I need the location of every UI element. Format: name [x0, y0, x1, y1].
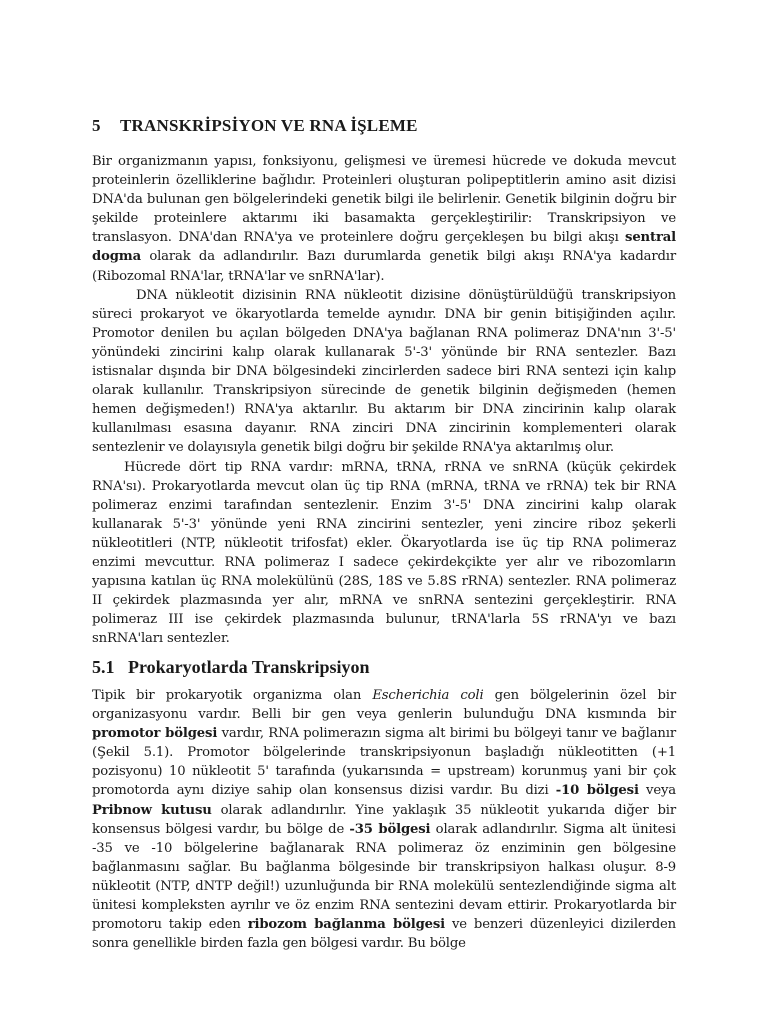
- section-title: Prokaryotlarda Transkripsiyon: [128, 657, 370, 677]
- section-heading: [92, 657, 370, 678]
- section-text: [92, 686, 676, 953]
- text-run: Bir organizmanın yapısı, fonksiyonu, gelişmesi ve üremesi hücrede ve dokuda mevcut proteinlerin özelliklerine bağlıdır. Proteinleri oluşturan polipeptitlerin amino asit dizisi DNA'da bulunan gen bölgelerindeki genetik bilgi ile belirlenir. Genetik bilginin doğru bir şekilde proteinlere aktarımı iki basamakta gerçekleştirilir: Transkripsiyon ve translasyon. DNA'dan RNA'ya ve proteinlere doğru gerçekleşen bu bilgi akışı: [92, 154, 676, 246]
- paragraph: [92, 152, 676, 286]
- text-run: gen bölgelerinin özel bir organizasyonu vardır. Belli bir gen veya genlerin bulunduğu DNA kısmında bir: [92, 688, 676, 723]
- bold-term: sentral dogma: [92, 230, 676, 265]
- chapter-title: TRANSKRİPSİYON VE RNA İŞLEME: [120, 116, 418, 135]
- intro-text: [92, 152, 676, 648]
- text-run: vardır, RNA polimerazın sigma alt birimi bu bölgeyi tanır ve bağlanır (Şekil 5.1). Promotor bölgelerinde transkripsiyonun başladığı nükleotitten (+1 pozisyonu) 10 nükleotit 5' tarafında (yukarısında = upstream) korunmuş yani bir çok promotorda aynı diziye sahip olan konsensus dizisi vardır. Bu dizi: [92, 726, 676, 799]
- bold-term: -10 bölgesi: [555, 783, 639, 799]
- text-run: olarak adlandırılır. Yine yaklaşık 35 nükleotit yukarıda diğer bir konsensus bölgesi vardır, bu bölge de: [92, 802, 677, 837]
- text-run: ve benzeri düzenleyici dizilerden sonra genellikle birden fazla gen bölgesi vardır. Bu bölge: [92, 917, 676, 952]
- text-run: olarak da adlandırılır. Bazı durumlarda genetik bilgi akışı RNA'ya kadardır (Ribozomal RNA'lar, tRNA'lar ve snRNA'lar).: [92, 249, 676, 284]
- chapter-heading: [92, 116, 418, 136]
- chapter-number: 5: [92, 116, 101, 135]
- bold-term: promotor bölgesi: [92, 726, 218, 742]
- text-run: Hücrede dört tip RNA vardır: mRNA, tRNA, rRNA ve snRNA (küçük çekirdek RNA'sı). Prokaryotlarda mevcut olan üç tip RNA (mRNA, tRNA ve rRNA) tek bir RNA polimeraz enzimi tarafından sentezlenir. Enzim 3'-5' DNA zincirini kalıp olarak kullanarak 5'-3' yönünde yeni RNA zincirini sentezler, yeni zincire riboz şekerli nükleotitleri (NTP, nükleotit trifosfat) ekler. Ökaryotlarda ise üç tip RNA polimeraz enzimi mevcuttur. RNA polimeraz I sadece çekirdekçikte yer alır ve ribozomların yapısına katılan üç RNA molekülünü (28S, 18S ve 5.8S rRNA) sentezler. RNA polimeraz II çekirdek plazmasında yer alır, mRNA ve snRNA sentezini gerçekleştirir. RNA polimeraz III ise çekirdek plazmasında bulunur, tRNA'larla 5S rRNA'yı ve bazı snRNA'ları sentezler.: [92, 459, 676, 647]
- paragraph: [92, 458, 676, 649]
- italic-term: Escherichia coli: [372, 688, 484, 703]
- section-number: 5.1: [92, 657, 115, 677]
- text-run: veya: [638, 783, 677, 799]
- paragraph: [92, 686, 676, 953]
- bold-term: -35 bölgesi: [349, 821, 431, 837]
- text-run: DNA nükleotit dizisinin RNA nükleotit dizisine dönüştürüldüğü transkripsiyon süreci prokaryot ve ökaryotlarda temelde aynıdır. DNA bir genin bitişiğinden açılır. Promotor denilen bu açılan bölgeden DNA'ya bağlanan RNA polimeraz DNA'nın 3'-5' yönündeki zincirini kalıp olarak kullanarak 5'-3' yönünde bir RNA sentezler. Bazı istisnalar dışında bir DNA bölgesindeki zincirlerden sadece biri RNA sentezi için kalıp olarak kullanılır. Transkripsiyon sürecinde de genetik bilginin değişmeden (hemen hemen değişmeden!) RNA'ya aktarılır. Bu aktarım bir DNA zincirinin kalıp olarak kullanılması esasına dayanır. RNA zinciri DNA zincirinin komplementeri olarak sentezlenir ve dolayısıyla genetik bilgi doğru bir şekilde RNA'ya aktarılmış olur.: [92, 287, 676, 456]
- text-run: Tipik bir prokaryotik organizma olan: [92, 688, 373, 703]
- bold-term: ribozom bağlanma bölgesi: [247, 917, 446, 933]
- text-run: olarak adlandırılır. Sigma alt ünitesi -35 ve -10 bölgelerine bağlanarak RNA polimeraz öz enziminin gen bölgesine bağlanmasını sağlar. Bu bağlanma bölgesinde bir transkripsiyon halkası oluşur. 8-9 nükleotit (NTP, dNTP değil!) uzunluğunda bir RNA molekülü sentezlendiğinde sigma alt ünitesi kompleksten ayrılır ve öz enzim RNA sentezini devam ettirir. Prokaryotlarda bir promotoru takip eden: [92, 821, 676, 933]
- bold-term: Pribnow kutusu: [92, 802, 212, 818]
- paragraph: [92, 286, 676, 458]
